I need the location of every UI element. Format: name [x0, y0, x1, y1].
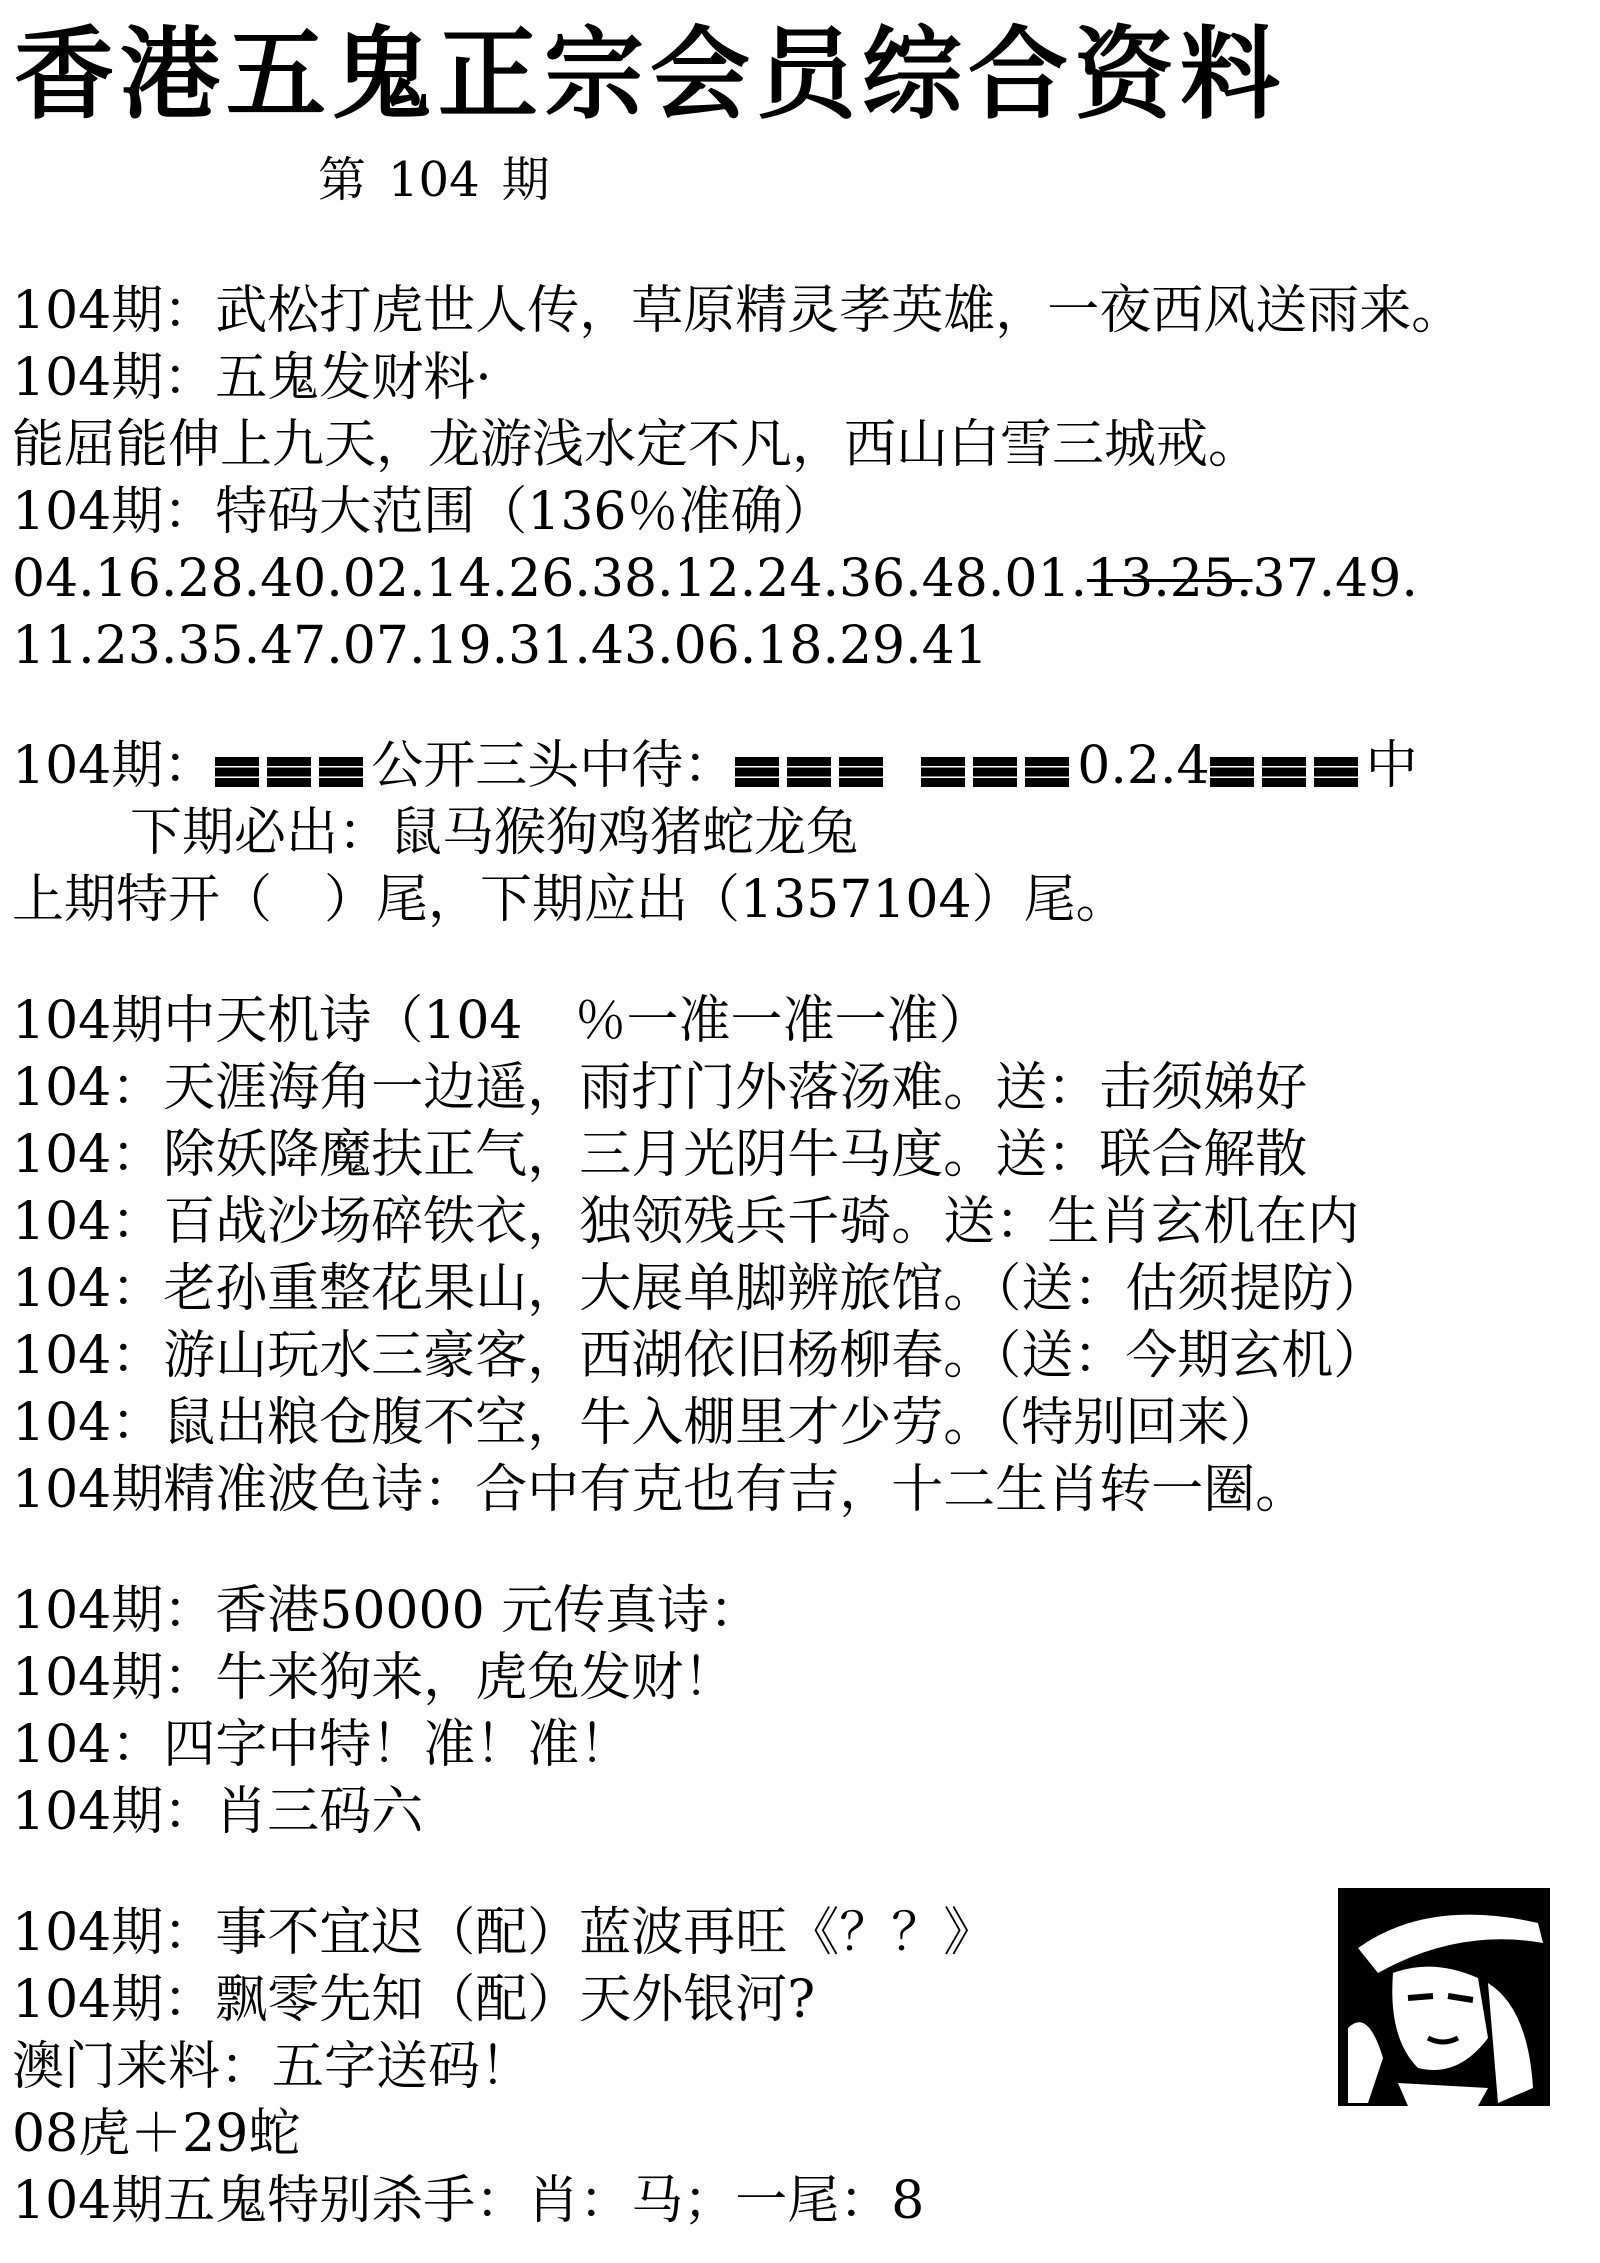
numbers-part-c: 37.49. [1252, 549, 1418, 609]
line-killer: 104期五鬼特别杀手：肖：马；一尾：8 [12, 2171, 925, 2231]
line-silver-river: 104期：飘零先知（配）天外银河? [12, 1970, 816, 2030]
portrait-image-icon [1338, 1888, 1550, 2106]
line-poem-1: 104期：武松打虎世人传，草原精灵孝英雄，一夜西风送雨来。 [12, 281, 1464, 341]
line-poem-2: 104：天涯海角一边遥，雨打门外落汤难。送：击须娣好 [12, 1058, 1308, 1118]
document-title: 香港五鬼正宗会员综合资料 [14, 15, 1286, 133]
line-wave-poem: 104期精准波色诗：合中有克也有吉，十二生肖转一圈。 [12, 1460, 1308, 1520]
numbers-part-a: 04.16.28.40.02.14.26.38.12.24.36.48.01. [12, 549, 1088, 609]
portrait-photo [1338, 1888, 1550, 2106]
issue-suffix: 期 [501, 152, 550, 208]
line-numbers-1 [12, 548, 1418, 610]
line-poem-7: 104：鼠出粮仓腹不空，牛入棚里才少劳。（特别回来） [12, 1393, 1282, 1453]
line-macau: 澳门来料：五字送码！ [12, 2037, 533, 2097]
line-four-char: 104：四字中特！准！准！ [12, 1715, 632, 1775]
line-codes: 08虎＋29蛇 [12, 2104, 301, 2164]
line-poem-3: 104：除妖降魔扶正气，三月光阴牛马度。送：联合解散 [12, 1125, 1308, 1185]
redacted-bars-1 [215, 739, 371, 801]
line-three-heads [12, 735, 1418, 801]
line-wugui-header: 104期：五鬼发财料· [12, 348, 492, 408]
line-poem-6: 104：游山玩水三豪客，西湖依旧杨柳春。（送：今期玄机） [12, 1326, 1386, 1386]
line-fax-poem: 104期：香港50000 元传真诗： [12, 1581, 762, 1641]
line-poem-5: 104：老孙重整花果山，大展单脚辨旅馆。（送：估须提防） [12, 1259, 1386, 1319]
issue-number-value: 104 [388, 152, 480, 208]
line-numbers-2: 11.23.35.47.07.19.31.43.06.18.29.41 [12, 616, 988, 676]
line-zodiac-code: 104期：肖三码六 [12, 1782, 424, 1842]
line-poem-header: 104期中天机诗（104 ％一准一准一准） [12, 991, 991, 1051]
line-wugui-poem: 能屈能伸上九天，龙游浅水定不凡，西山白雪三城戒。 [12, 415, 1261, 475]
issue-number [318, 150, 572, 210]
issue-prefix: 第 [318, 152, 367, 208]
three-heads-digits: 0.2.4 [1077, 736, 1210, 796]
line-poem-4: 104：百战沙场碎铁衣，独领残兵千骑。送：生肖玄机在内 [12, 1192, 1360, 1252]
three-heads-label: 公开三头中待： [371, 736, 736, 796]
numbers-struck: 13.25. [1087, 549, 1253, 609]
line-fortune: 104期：牛来狗来，虎兔发财！ [12, 1648, 736, 1708]
line-tail: 上期特开（ ）尾，下期应出（1357104）尾。 [12, 870, 1128, 930]
redacted-bars-4 [1210, 739, 1366, 801]
three-heads-suffix: 中 [1365, 736, 1418, 796]
redacted-bars-3 [921, 739, 1077, 801]
line-range-header: 104期：特码大范围（136％准确） [12, 482, 835, 542]
three-heads-prefix: 104期： [12, 736, 216, 796]
line-next-zodiac: 下期必出：鼠马猴狗鸡猪蛇龙兔 [130, 803, 859, 863]
line-blue-wave: 104期：事不宜迟（配）蓝波再旺《？？》 [12, 1903, 996, 1963]
redacted-bars-2 [735, 739, 891, 801]
